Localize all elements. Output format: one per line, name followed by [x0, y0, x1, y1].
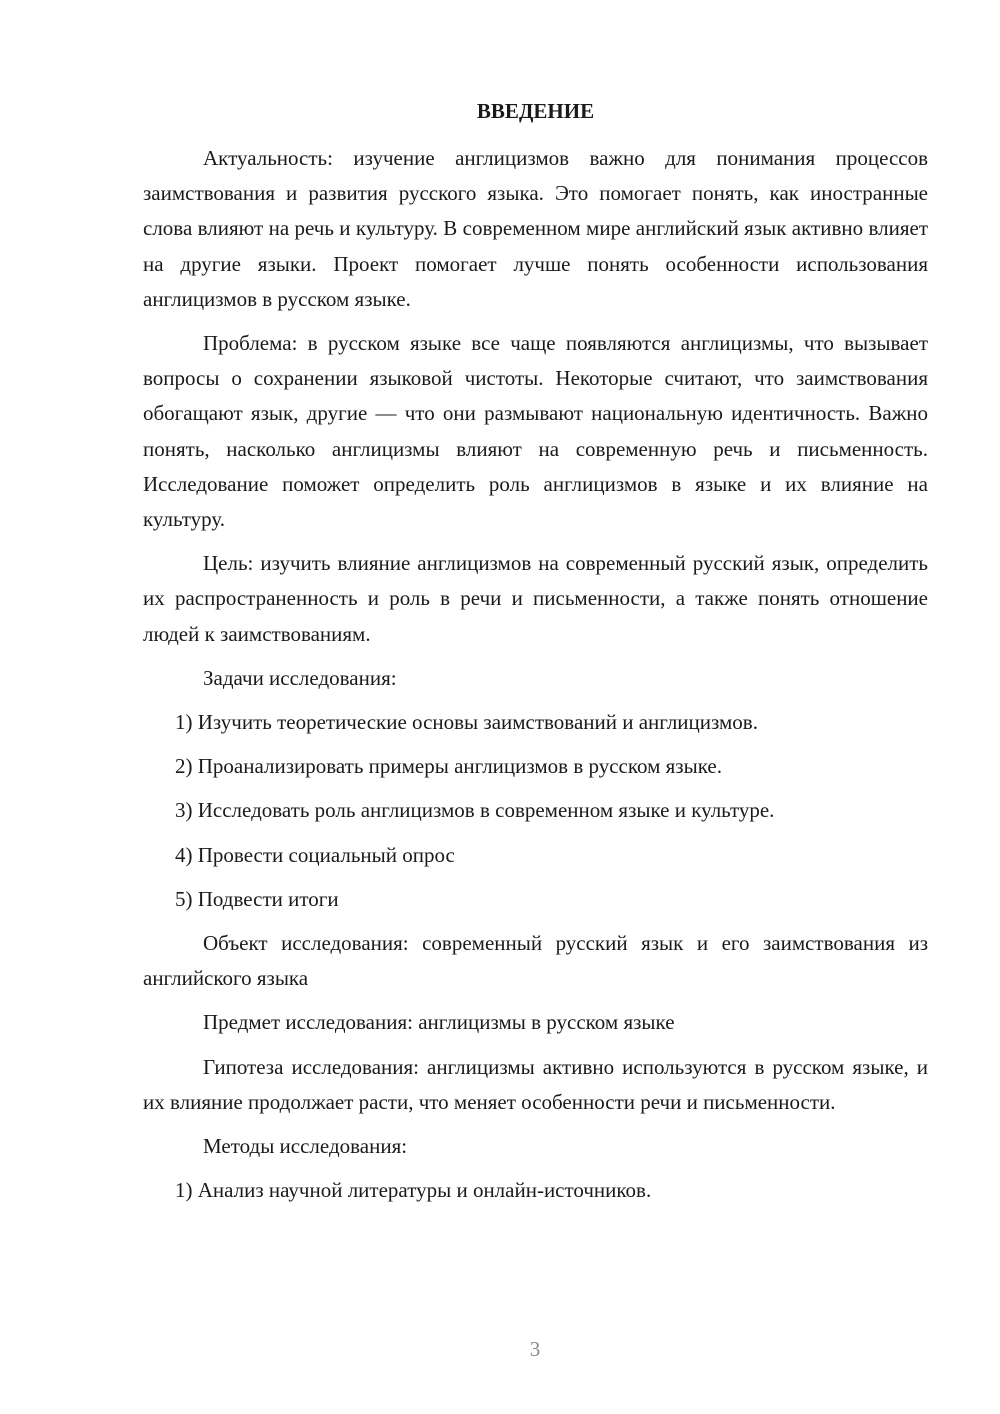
method-item: 1) Анализ научной литературы и онлайн-источников. — [175, 1178, 652, 1203]
task-item: 2) Проанализировать примеры англицизмов в русском языке. — [175, 754, 722, 779]
tasks-heading: Задачи исследования: — [203, 665, 397, 690]
paragraph-relevance: Актуальность: изучение англицизмов важно для понимания процессов заимствования и развития русского языка. Это помогает понять, как иностранные слова влияют на речь и культуру. В современном мире английский язык активно влияет на другие языки. Проект помогает лучше понять особенности использования англицизмов в русском языке. — [143, 146, 928, 311]
methods-heading: Методы исследования: — [203, 1134, 408, 1159]
paragraph-goal: Цель: изучить влияние англицизмов на современный русский язык, определить их распространенность и роль в речи и письменности, а также понять отношение людей к заимствованиям. — [143, 551, 928, 646]
task-item: 4) Провести социальный опрос — [175, 842, 455, 867]
paragraph-subject: Предмет исследования: англицизмы в русском языке — [203, 1010, 675, 1035]
paragraph-hypothesis: Гипотеза исследования: англицизмы активно используются в русском языке, и их влияние продолжает расти, что меняет особенности речи и письменности. — [143, 1054, 928, 1114]
task-item: 3) Исследовать роль англицизмов в современном языке и культуре. — [175, 798, 775, 823]
paragraph-object: Объект исследования: современный русский язык и его заимствования из английского языка — [143, 931, 928, 991]
task-item: 1) Изучить теоретические основы заимствований и англицизмов. — [175, 710, 758, 735]
paragraph-problem: Проблема: в русском языке все чаще появляются англицизмы, что вызывает вопросы о сохранении языковой чистоты. Некоторые считают, что заимствования обогащают язык, другие — что они размывают национальную идентичность. Важно понять, насколько англицизмы влияют на современную речь и письменность. Исследование поможет определить роль англицизмов в языке и их влияние на культуру. — [143, 331, 928, 532]
page-number: 3 — [529, 1337, 541, 1361]
page-title: ВВЕДЕНИЕ — [476, 99, 595, 123]
task-item: 5) Подвести итоги — [175, 886, 339, 911]
document-body — [143, 141, 928, 1217]
